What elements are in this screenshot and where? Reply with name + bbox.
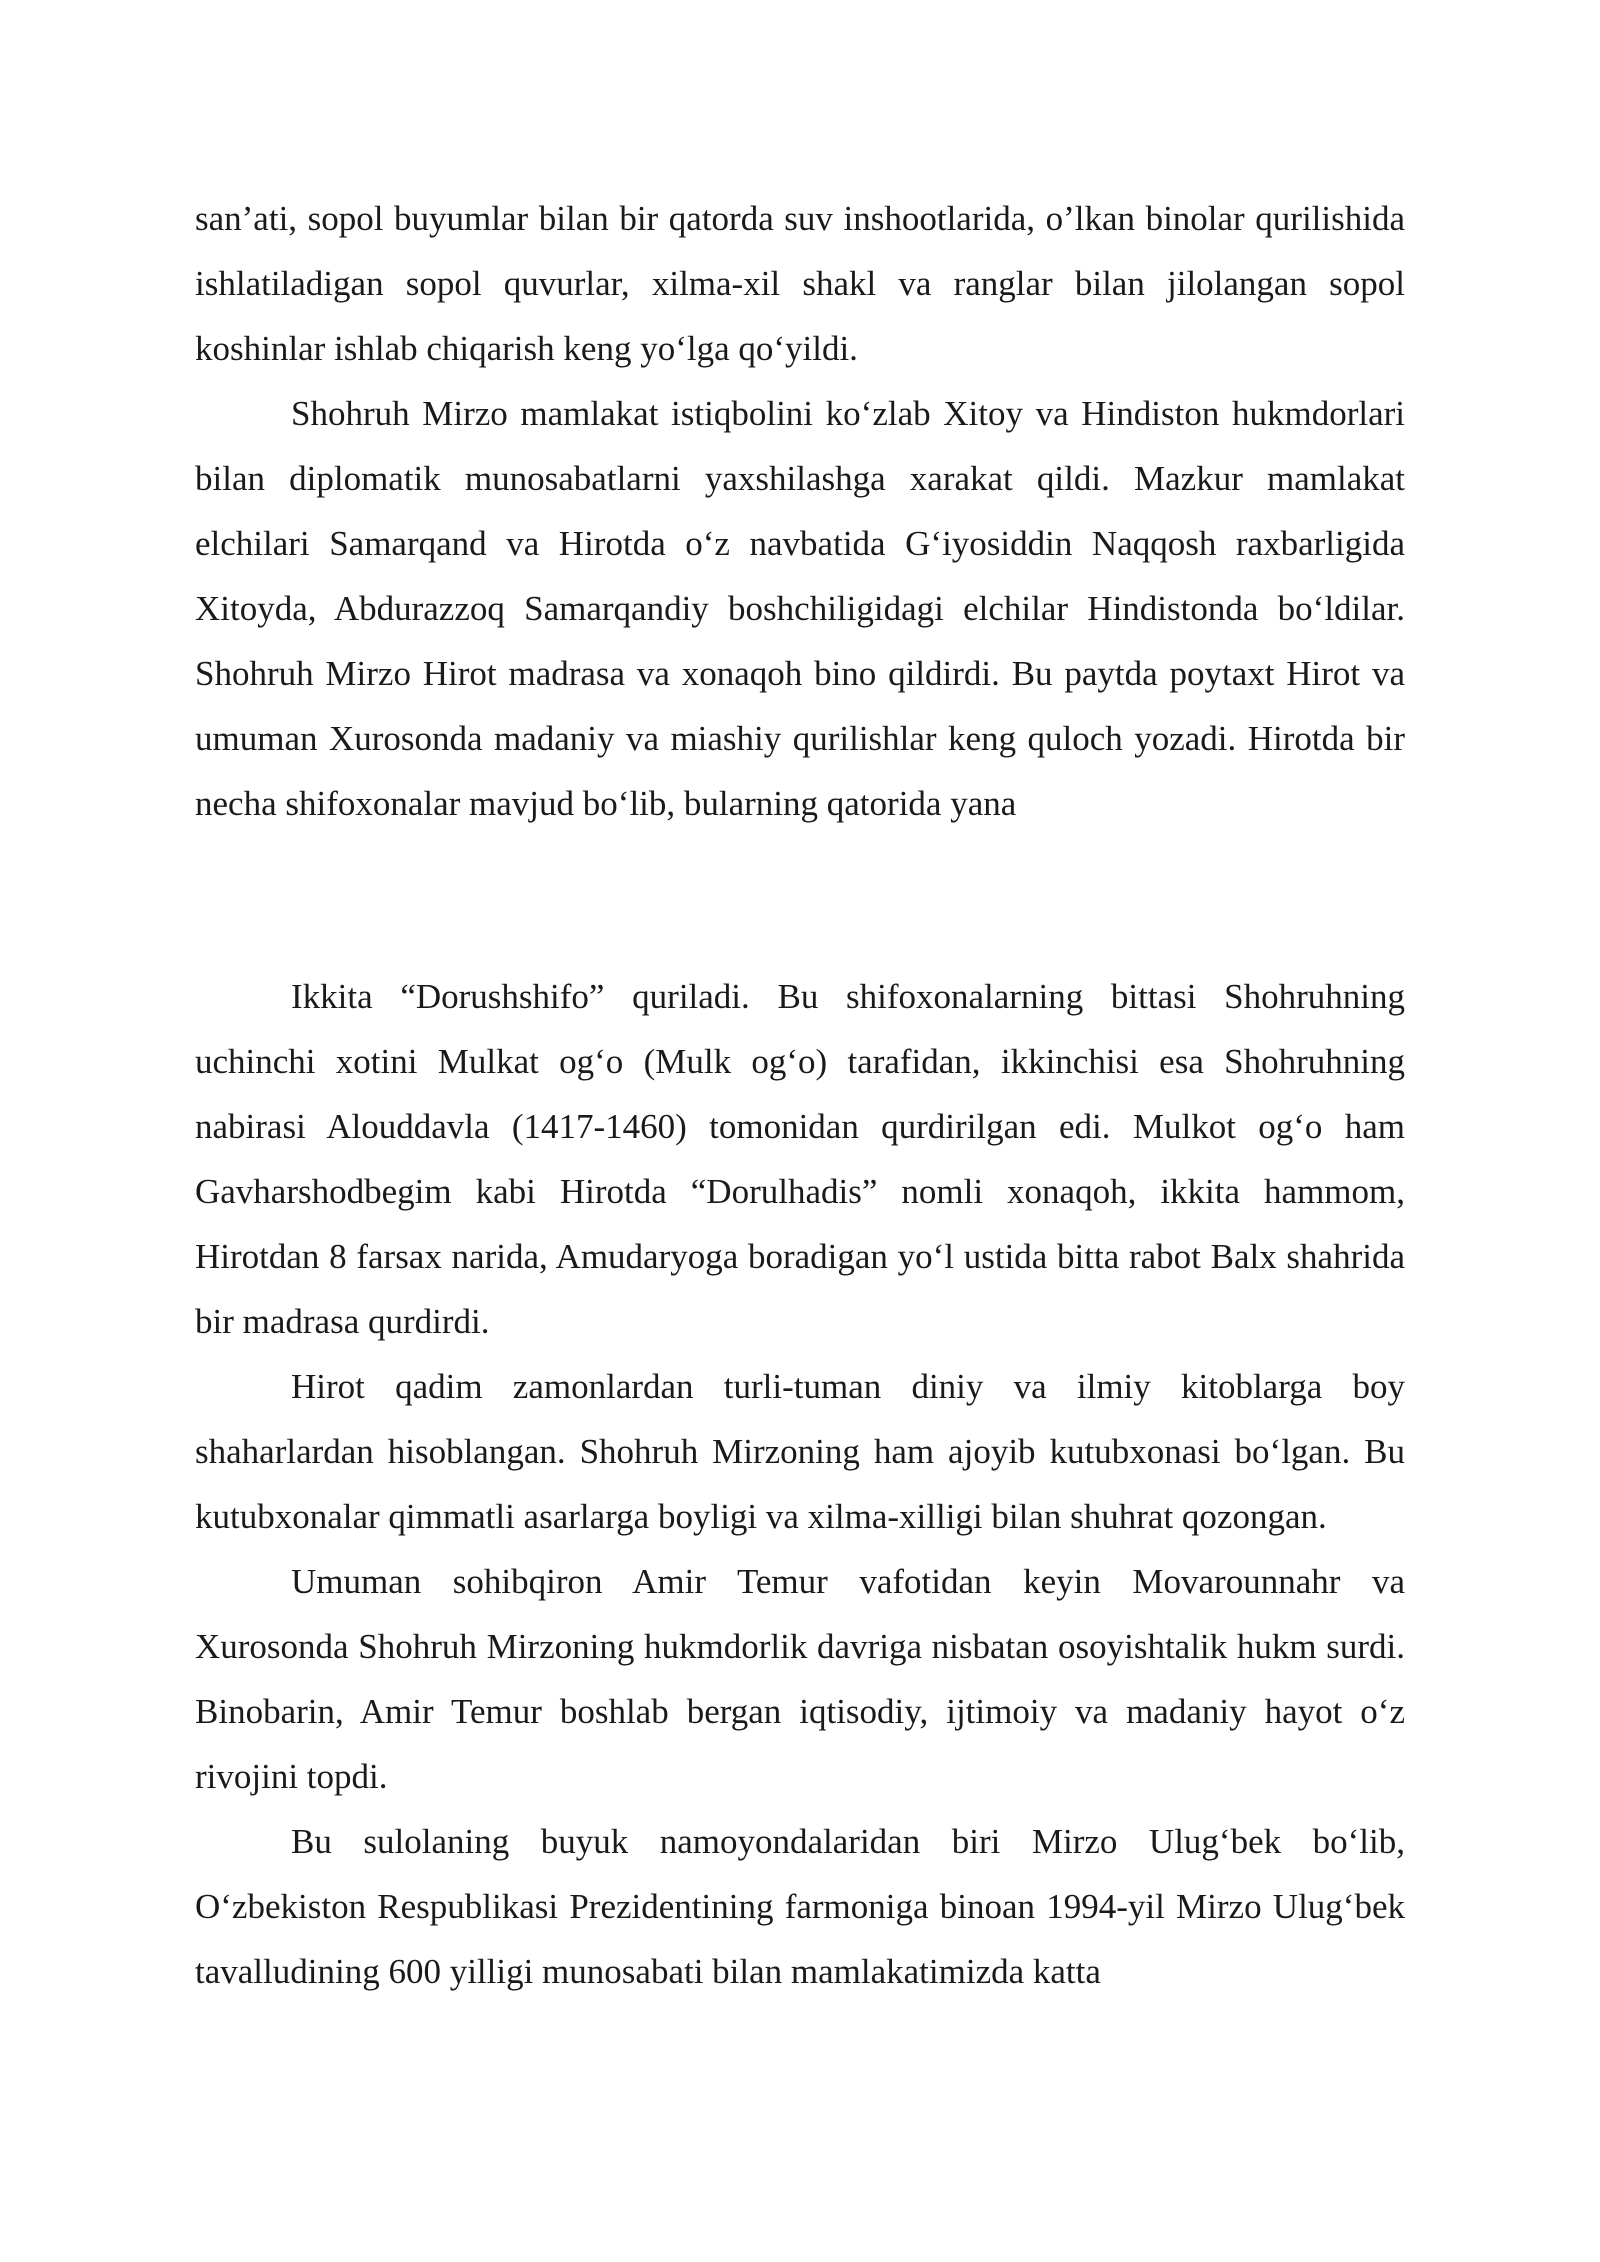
paragraph: Bu sulolaning buyuk namoyondalaridan biri Mirzo Ulug‘bek bo‘lib, O‘zbekiston Respublikasi Prezidentining farmoniga binoan 1994-yil Mirzo Ulug‘bek tavalludining 600 yilligi munosabati bilan mamlakatimizda katta	[195, 1822, 1405, 1991]
paragraph: Hirot qadim zamonlardan turli-tuman diniy va ilmiy kitoblarga boy shaharlardan hisoblangan. Shohruh Mirzoning ham ajoyib kutubxonasi bo‘lgan. Bu kutubxonalar qimmatli asarlarga boyligi va xilma-xilligi bilan shuhrat qozongan.	[195, 1367, 1405, 1536]
paragraph: Shohruh Mirzo mamlakat istiqbolini ko‘zlab Xitoy va Hindiston hukmdorlari bilan diplomatik munosabatlarni yaxshilashga xarakat qildi. Mazkur mamlakat elchilari Samarqand va Hirotda o‘z navbatida G‘iyosiddin Naqqosh raxbarligida Xitoyda, Abdurazzoq Samarqandiy boshchiligidagi elchilar Hindistonda bo‘ldilar. Shohruh Mirzo Hirot madrasa va xonaqoh bino qildirdi. Bu paytda poytaxt Hirot va umuman Xurosonda madaniy va miashiy qurilishlar keng quloch yozadi. Hirotda bir necha shifoxonalar mavjud bo‘lib, bularning qatorida yana	[195, 394, 1405, 823]
paragraph: san’ati, sopol buyumlar bilan bir qatorda suv inshootlarida, o’lkan binolar qurilishida ishlatiladigan sopol quvurlar, xilma-xil shakl va ranglar bilan jilolangan sopol koshinlar ishlab chiqarish keng yo‘lga qo‘yildi.	[195, 199, 1405, 368]
text-block-top	[195, 186, 1405, 836]
paragraph: Ikkita “Dorushshifo” quriladi. Bu shifoxonalarning bittasi Shohruhning uchinchi xotini Mulkat og‘o (Mulk og‘o) tarafidan, ikkinchisi esa Shohruhning nabirasi Alouddavla (1417-1460) tomonidan qurdirilgan edi. Mulkot og‘o ham Gavharshodbegim kabi Hirotda “Dorulhadis” nomli xonaqoh, ikkita hammom, Hirotdan 8 farsax narida, Amudaryoga boradigan yo‘l ustida bitta rabot Balx shahrida bir madrasa qurdirdi.	[195, 977, 1405, 1341]
paragraph: Umuman sohibqiron Amir Temur vafotidan keyin Movarounnahr va Xurosonda Shohruh Mirzoning hukmdorlik davriga nisbatan osoyishtalik hukm surdi. Binobarin, Amir Temur boshlab bergan iqtisodiy, ijtimoiy va madaniy hayot o‘z rivojini topdi.	[195, 1562, 1405, 1796]
text-block-bottom	[195, 964, 1405, 2004]
